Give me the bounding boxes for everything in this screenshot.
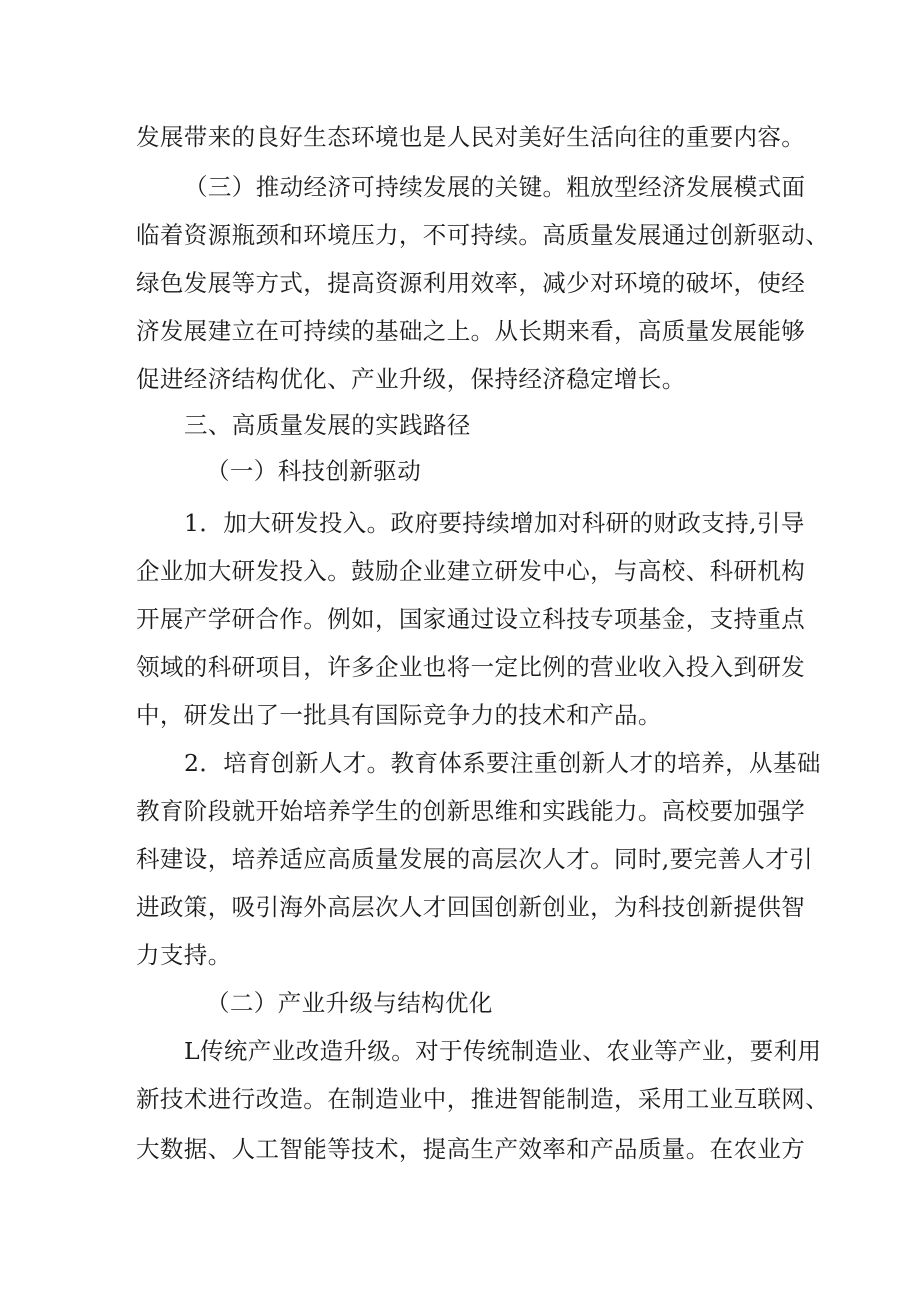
paragraph-line: 领域的科研项目，许多企业也将一定比例的营业收入投入到研发 — [136, 653, 806, 681]
paragraph-line: 济发展建立在可持续的基础之上。从长期来看，高质量发展能够 — [136, 317, 806, 345]
paragraph-line: 发展带来的良好生态环境也是人民对美好生活向往的重要内容。 — [136, 123, 806, 151]
paragraph-line: 企业加大研发投入。鼓励企业建立研发中心，与高校、科研机构 — [136, 557, 806, 585]
paragraph-line: 开展产学研合作。例如，国家通过设立科技专项基金，支持重点 — [136, 605, 806, 633]
paragraph-line: 新技术进行改造。在制造业中，推进智能制造，采用工业互联网、 — [136, 1085, 830, 1113]
paragraph-line: 1．加大研发投入。政府要持续增加对科研的财政支持,引导 — [184, 509, 805, 537]
paragraph-line: 临着资源瓶颈和环境压力，不可持续。高质量发展通过创新驱动、 — [136, 221, 830, 249]
paragraph-line: 中，研发出了一批具有国际竞争力的技术和产品。 — [136, 701, 662, 729]
paragraph-line: 2．培育创新人才。教育体系要注重创新人才的培养，从基础 — [184, 749, 821, 777]
paragraph-line: 教育阶段就开始培养学生的创新思维和实践能力。高校要加强学 — [136, 797, 806, 825]
paragraph-line: 促进经济结构优化、产业升级，保持经济稳定增长。 — [136, 365, 686, 393]
paragraph-line: 力支持。 — [136, 941, 232, 969]
subsection-heading: （一）科技创新驱动 — [206, 457, 422, 485]
subsection-heading: （二）产业升级与结构优化 — [206, 989, 493, 1017]
paragraph-line: （三）推动经济可持续发展的关键。粗放型经济发展模式面 — [184, 173, 806, 201]
paragraph-line: 大数据、人工智能等技术，提高生产效率和产品质量。在农业方 — [136, 1135, 806, 1163]
paragraph-line: 绿色发展等方式，提高资源利用效率，减少对环境的破坏，使经 — [136, 269, 806, 297]
paragraph-line: 科建设，培养适应高质量发展的高层次人才。同时,要完善人才引 — [136, 845, 814, 873]
paragraph-line: L传统产业改造升级。对于传统制造业、农业等产业，要利用 — [184, 1037, 822, 1065]
section-heading: 三、高质量发展的实践路径 — [184, 411, 471, 439]
paragraph-line: 进政策，吸引海外高层次人才回国创新创业，为科技创新提供智 — [136, 893, 806, 921]
